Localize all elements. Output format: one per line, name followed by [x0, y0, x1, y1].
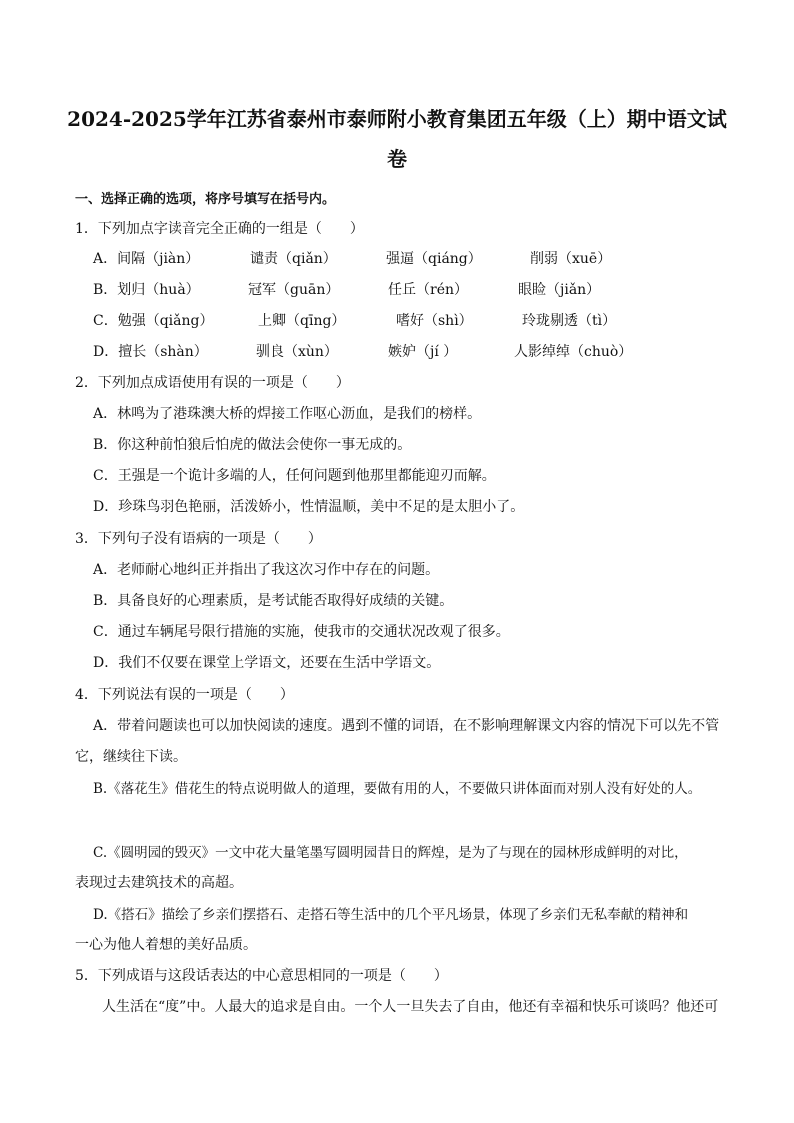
q2-option-b: B．你这种前怕狼后怕虎的做法会使你一事无成的。 — [93, 437, 412, 453]
q4-option-b: B.《落花生》借花生的特点说明做人的道理，要做有用的人，不要做只讲体面而对别人没有好处的人。 — [93, 781, 702, 797]
q3-option-a: A．老师耐心地纠正并指出了我这次习作中存在的问题。 — [93, 562, 440, 578]
question-4-stem: 4．下列说法有误的一项是（ ） — [75, 687, 294, 703]
q2-option-d: D．珍珠鸟羽色艳丽，活泼娇小，性情温顺，美中不足的是太胆小了。 — [93, 499, 525, 515]
q4-option-a-line-1: A．带着问题读也可以加快阅读的速度。遇到不懂的词语，在不影响理解课文内容的情况下可以先不管 — [93, 718, 720, 734]
page-title-line-2: 卷 — [387, 147, 407, 171]
q4-option-c-line-1: C.《圆明园的毁灭》一文中花大量笔墨写圆明园昔日的辉煌，是为了与现在的园林形成鲜明的对比， — [93, 845, 688, 861]
q4-option-a-line-2: 它，继续往下读。 — [75, 749, 187, 765]
question-1-stem: 1．下列加点字读音完全正确的一组是（ ） — [75, 221, 364, 237]
q1-option-d-2: 驯良（xùn） — [256, 344, 338, 360]
q1-option-c-1: C．勉强（qiǎng） — [93, 313, 214, 329]
q3-option-d: D．我们不仅要在课堂上学语文，还要在生活中学语文。 — [93, 655, 441, 671]
q1-option-d-1: D．擅长（shàn） — [93, 344, 208, 360]
q1-option-a-2: 谴责（qiǎn） — [250, 251, 337, 267]
question-3-stem: 3．下列句子没有语病的一项是（ ） — [75, 531, 322, 547]
section-heading: 一、选择正确的选项，将序号填写在括号内。 — [75, 192, 336, 207]
q1-option-d-3: 嫉妒（jí ） — [388, 344, 458, 360]
page-title-line-1: 2024-2025学年江苏省泰州市泰师附小教育集团五年级（上）期中语文试 — [67, 107, 727, 131]
q1-option-d-4: 人影绰绰（chuò） — [514, 344, 633, 360]
q1-option-a-3: 强逼（qiáng） — [386, 251, 482, 267]
q1-option-b-4: 眼睑（jiǎn） — [518, 282, 601, 298]
q1-option-b-1: B．划归（huà） — [93, 282, 200, 298]
question-5-stem: 5．下列成语与这段话表达的中心意思相同的一项是（ ） — [75, 968, 448, 984]
q1-option-a-4: 削弱（xuē） — [530, 251, 612, 267]
q3-option-b: B．具备良好的心理素质，是考试能否取得好成绩的关键。 — [93, 593, 454, 609]
q1-option-b-3: 任丘（rén） — [388, 282, 468, 298]
q4-option-c-line-2: 表现过去建筑技术的高超。 — [75, 875, 243, 891]
q2-option-a: A．林鸣为了港珠澳大桥的焊接工作呕心沥血，是我们的榜样。 — [93, 406, 482, 422]
q1-option-c-3: 嗜好（shì） — [396, 313, 473, 329]
q5-passage: 人生活在“度”中。人最大的追求是自由。一个人一旦失去了自由，他还有幸福和快乐可谈吗？他还可 — [102, 999, 719, 1015]
q4-option-d-line-1: D.《搭石》描绘了乡亲们摆搭石、走搭石等生活中的几个平凡场景，体现了乡亲们无私奉献的精神和 — [93, 907, 689, 923]
q1-option-c-4: 玲珑剔透（tì） — [522, 313, 617, 329]
q1-option-a-1: A．间隔（jiàn） — [93, 251, 200, 267]
q1-option-b-2: 冠军（guān） — [248, 282, 340, 298]
q4-option-d-line-2: 一心为他人着想的美好品质。 — [75, 937, 257, 953]
q1-option-c-2: 上卿（qīng） — [258, 313, 346, 329]
q3-option-c: C．通过车辆尾号限行措施的实施，使我市的交通状况改观了很多。 — [93, 624, 510, 640]
q2-option-c: C．王强是一个诡计多端的人，任何问题到他那里都能迎刃而解。 — [93, 468, 496, 484]
question-2-stem: 2．下列加点成语使用有误的一项是（ ） — [75, 375, 350, 391]
